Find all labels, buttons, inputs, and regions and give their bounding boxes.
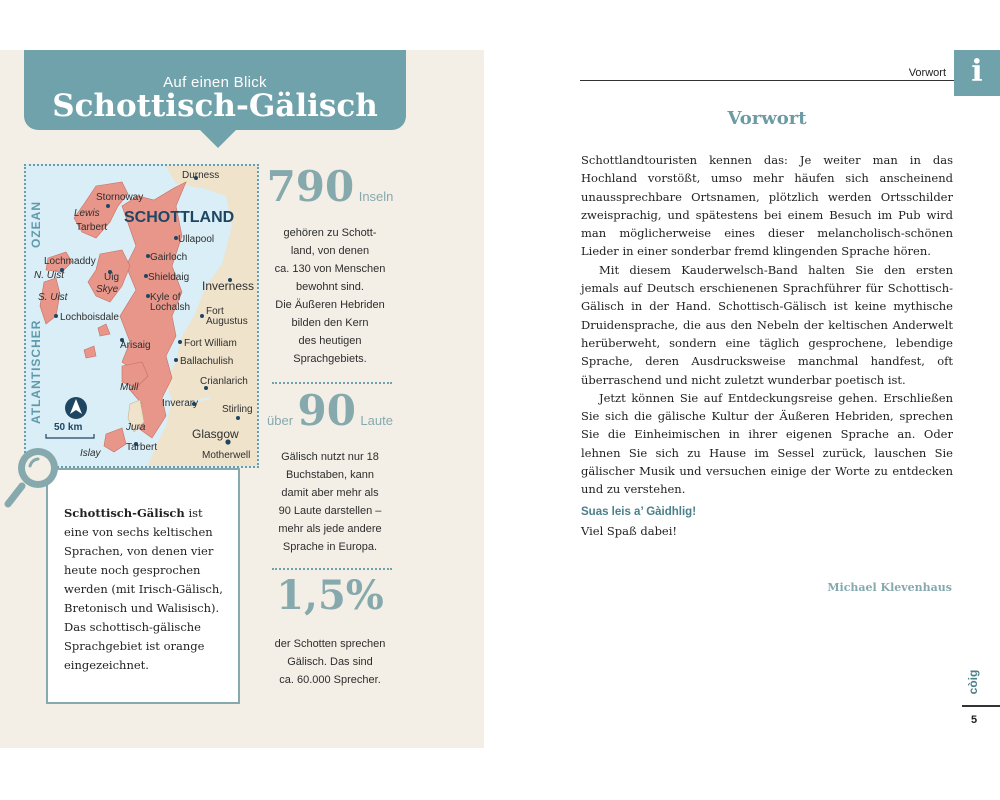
label-ballachulish: Ballachulish [180,356,234,367]
stat-islands-number: 790 [266,162,355,211]
stat-sounds-unit: Laute [360,413,393,428]
label-gairloch: Gairloch [150,252,188,263]
gaelic-page-word: còig [966,669,980,695]
foreword-body [581,151,953,499]
label-south-uist: S. Uist [38,292,68,303]
closing-line: Viel Spaß dabei! [581,524,678,538]
stat-percent [262,572,398,619]
stat-sounds-text: Gälisch nutzt nur 18 Buchstaben, kann damit aber mehr als 90 Laute darstellen – mehr als jede andere Sprache in Europa. [278,451,382,553]
stat-sounds-prefix: über [267,413,294,428]
label-mull: Mull [120,382,139,393]
label-islay: Islay [80,448,101,459]
label-motherwell: Motherwell [202,450,251,461]
label-lochmaddy: Lochmaddy [44,256,96,267]
label-fort: Fort [206,306,224,317]
chapter-title: Vorwort [727,108,807,129]
label-jura: Jura [126,422,146,433]
info-box-bold: Schottisch-Gälisch [64,506,185,520]
stat-islands [262,162,398,211]
label-durness: Durness [182,170,220,181]
label-ullapool: Ullapool [178,234,215,245]
label-lochboisdale: Lochboisdale [60,312,119,323]
page-number-rule [962,705,1000,707]
stat-sounds-number: 90 [297,386,356,435]
info-icon: i [954,50,1000,96]
label-uig: Uig [104,272,120,283]
label-inverary: Inverary [162,398,199,409]
author-name: Michael Klevenhaus [827,581,952,594]
label-arisaig: Arisaig [120,340,151,351]
scale-label: 50 km [54,422,83,433]
map-svg [26,166,259,468]
title-banner [24,50,406,130]
label-fort-william: Fort William [184,338,237,349]
label-tarbert-north: Tarbert [76,222,108,233]
label-tarbert-south: Tarbert [126,442,158,453]
label-stornoway: Stornoway [96,192,144,203]
banner-subtitle: Auf einen Blick [163,74,267,91]
header-rule [580,80,954,81]
stat-islands-text: gehören zu Schott- land, von denen ca. 130 von Menschen bewohnt sind. Die Äußeren Hebriden bilden den Kern des heutigen Sprachgebiets. [274,227,386,365]
label-ocean-1: ATLANTISCHER [29,319,43,424]
label-glasgow: Glasgow [192,427,239,441]
gaelic-greeting: Suas leis a’ Gàidhlig! [581,506,697,518]
dotted-divider [272,568,392,570]
info-box-text: Schottisch-Gälisch ist eine von sechs keltischen Sprachen, von denen vier heute noch gesprochen werden (mit Irisch-Gälisch, Bretonisch und Walisisch). Das schottisch-gälische Sprachgebiet ist orange eingezeichnet. [64,506,223,672]
paragraph: Schottlandtouristen kennen das: Je weiter man in das Hochland vorstößt, umso mehr häufen sich anscheinend unaussprechbare Ortsnamen, plötzlich werden Ortsschilder zweisprachig, und spätestens bei einem Besuch im Pub wird man möglicherweise eines dieser melancholisch-schönen Lieder in einer sonderbar fremd klingenden Sprache hören. [581,153,953,259]
banner-title: Schottisch-Gälisch [52,88,378,124]
label-lewis: Lewis [74,208,100,219]
dotted-divider [272,382,392,384]
island-islay [104,428,126,452]
page-number: 5 [970,714,978,726]
island-small [98,324,110,336]
label-inverness: Inverness [202,279,255,293]
paragraph: Jetzt können Sie auf Entdeckungsreise gehen. Erschließen Sie sich die gälische Kultur der Äußeren Hebriden, sprechen Sie die Einheimischen in ihrer eigenen Sprache an. Oder lehnen Sie sich zu Hause im Sessel zurück, lauschen Sie gälischer Musik und versuchen einige der Worte zu entdecken und zu verstehen. [581,390,953,497]
label-shieldaig: Shieldaig [148,272,190,283]
label-kyle-of: Kyle of [150,292,181,303]
stat-percent-text: der Schotten sprechen Gälisch. Das sind ca. 60.000 Sprecher. [274,638,386,686]
island-small [84,346,96,358]
label-augustus: Augustus [206,316,248,327]
label-stirling: Stirling [222,404,253,415]
label-north-uist: N. Uist [34,270,64,281]
map-of-scotland [24,164,259,468]
info-box [46,468,240,704]
stat-sounds [262,386,398,435]
running-header: Vorwort [908,67,946,79]
label-ocean-2: OZEAN [29,201,43,248]
label-crianlarich: Crianlarich [200,376,248,387]
magnifier-icon [4,444,66,514]
label-country: SCHOTTLAND [124,209,235,226]
label-skye: Skye [96,284,119,295]
label-lochalsh: Lochalsh [150,302,191,313]
paragraph: Mit diesem Kauderwelsch-Band halten Sie den ersten jemals auf Deutsch erschienenen Sprachführer für Schottisch-Gälisch in der Hand. Schottisch-Gälisch ist keine mythische Druidensprache, die aus den Nebeln der keltischen Anderwelt herüberweht, sondern eine täglich gesprochene, lebendige Sprache, deren Ausdrucksweise manchmal handfest, oft überraschend und nicht zuletzt wunderbar poetisch ist. [581,262,953,387]
left-page [0,50,484,748]
stat-islands-unit: Inseln [358,189,394,204]
banner-notch [200,130,236,148]
scale-bar [46,434,94,438]
stat-percent-number: 1,5% [276,572,384,619]
